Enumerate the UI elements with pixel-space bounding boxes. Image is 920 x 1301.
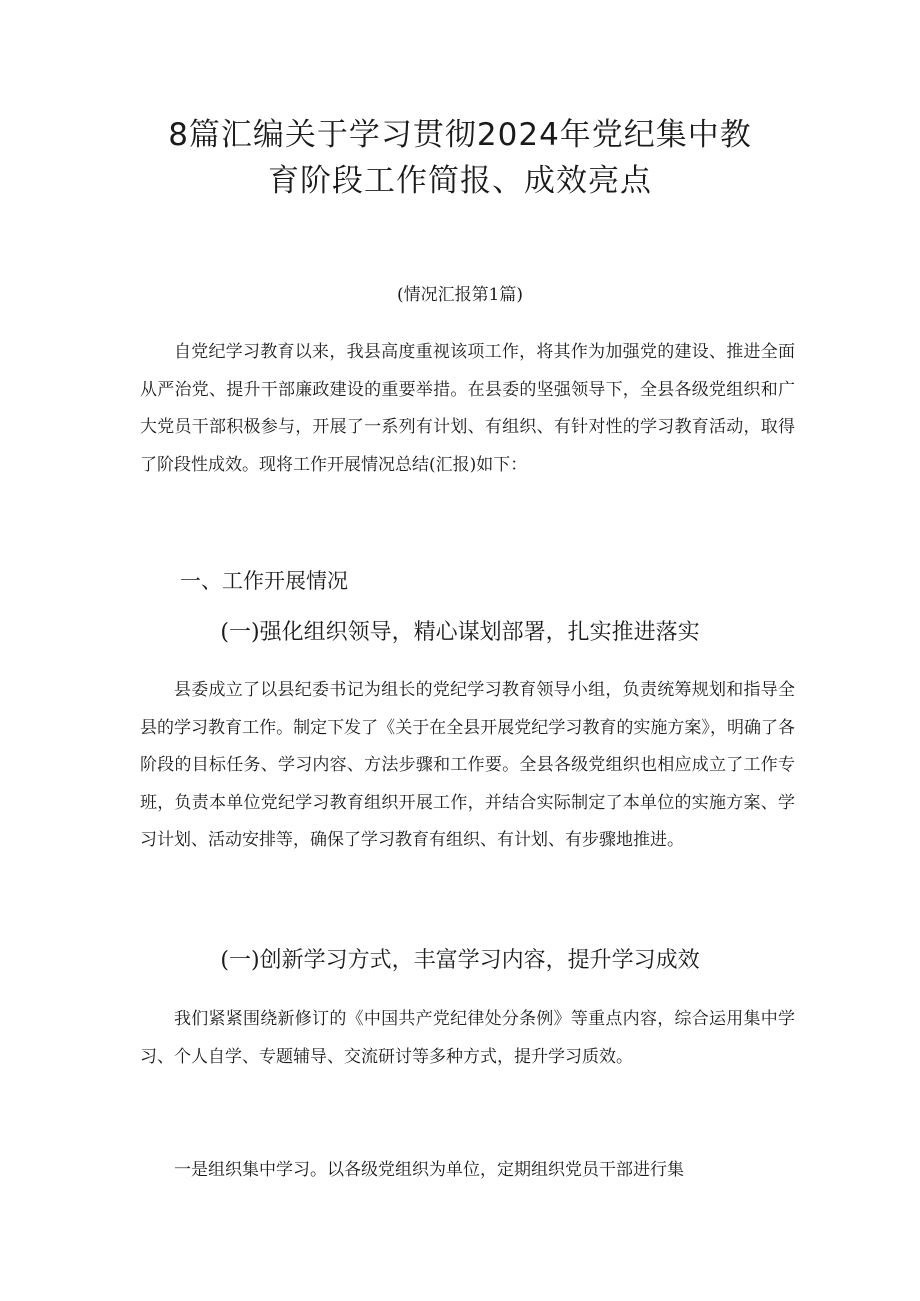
subsection-heading-2: (一)创新学习方式，丰富学习内容，提升学习成效 [220,948,700,973]
subsection-2-paragraph: 我们紧紧围绕新修订的《中国共产党纪律处分条例》等重点内容，综合运用集中学习、个人自学、专题辅导、交流研讨等多种方式，提升学习质效。 [140,1009,795,1067]
document-title [120,112,800,204]
subsection-heading-1: (一)强化组织领导，精心谋划部署，扎实推进落实 [220,620,700,645]
title-line-2: 育阶段工作简报、成效亮点 [268,163,652,199]
item-1-paragraph: 一是组织集中学习。以各级党组织为单位，定期组织党员干部进行集 [174,1160,684,1180]
intro-paragraph: 自党纪学习教育以来，我县高度重视该项工作，将其作为加强党的建设、推进全面从严治党、提升干部廉政建设的重要举措。在县委的坚强领导下，全县各级党组织和广大党员干部积极参与，开展了一系列有计划、有组织、有针对性的学习教育活动，取得了阶段性成效。现将工作开展情况总结(汇报)如下： [140,342,795,475]
section-heading: 一、工作开展情况 [180,569,348,593]
document-subtitle: (情况汇报第1篇) [396,285,524,305]
title-line-1: 8篇汇编关于学习贯彻2024年党纪集中教 [168,117,752,153]
subsection-1-paragraph: 县委成立了以县纪委书记为组长的党纪学习教育领导小组，负责统筹规划和指导全县的学习教育工作。制定下发了《关于在全县开展党纪学习教育的实施方案》，明确了各阶段的目标任务、学习内容、方法步骤和工作要。全县各级党组织也相应成立了工作专班，负责本单位党纪学习教育组织开展工作，并结合实际制定了本单位的实施方案、学习计划、活动安排等，确保了学习教育有组织、有计划、有步骤地推进。 [140,680,795,850]
